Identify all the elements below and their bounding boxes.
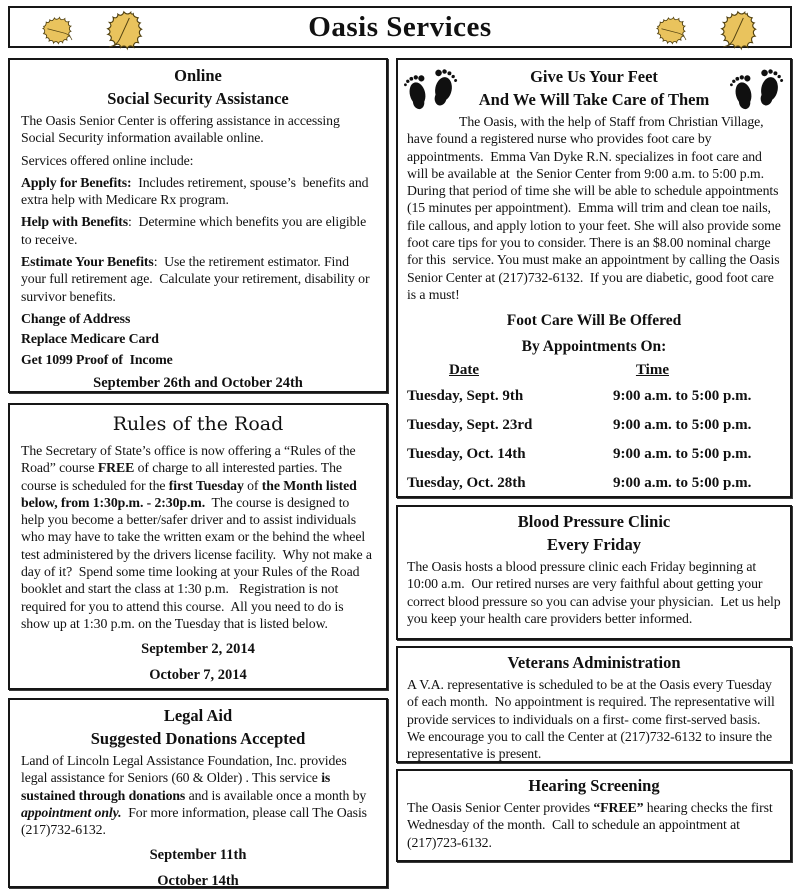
column-header-time: Time: [635, 362, 669, 379]
session-date: September 11th: [149, 847, 247, 864]
schedule-row: [407, 469, 781, 498]
paragraph: The Oasis Senior Center provides “FREE” hearing checks the first Wednesday of the month. Call to schedule an appointment at (217)723-6132.: [407, 800, 776, 850]
foot-care-header: [407, 63, 781, 110]
section-hearing-screening: [396, 769, 792, 862]
paragraph: Help with Benefits: Determine which benefits you are eligible to receive.: [21, 214, 370, 247]
schedule-date: Tuesday, Oct. 28th: [407, 475, 526, 492]
paragraph: Land of Lincoln Legal Assistance Foundation, Inc. provides legal assistance for Seniors (60 & Older) . This service is sustained through donations and is available once a month by appointment only. For more information, please call The Oasis (217)732-6132.: [21, 753, 371, 838]
paragraph: The Secretary of State’s office is now offering a “Rules of the Road” course FREE of charge to all interested parties. The course is scheduled for the first Tuesday of the Month listed below, from 1:30p.m. - 2:30p.m. The course is designed to help you become a better/safer driver and to assist individuals who may have to take the written exam or the behind the wheel test administered by the drivers license facility. Why not make a day of it? Spend some time looking at your Rules of the Road booklet and start the class at 1:30 p.m. Registration is not required for you to attend this course. All you need to do is show up at 1:30 p.m. on the Tuesday that is listed below.: [21, 443, 376, 631]
schedule-subtitle: By Appointments On:: [521, 338, 667, 356]
oak-leaf-icon: [649, 6, 694, 55]
session-dates: September 26th and October 24th: [93, 374, 303, 391]
schedule-header-row: [407, 362, 781, 379]
section-veterans-administration: [396, 646, 792, 763]
paragraph: Services offered online include:: [21, 152, 194, 168]
schedule-time: 9:00 a.m. to 5:00 p.m.: [613, 388, 752, 405]
section-subtitle: And We Will Take Care of Them: [478, 90, 710, 109]
section-title: Veterans Administration: [507, 653, 681, 672]
section-title: Hearing Screening: [528, 776, 660, 795]
schedule-time: 9:00 a.m. to 5:00 p.m.: [613, 446, 752, 463]
leaf-decoration-right: [646, 9, 764, 53]
schedule-row: [407, 382, 781, 411]
schedule-row: [407, 411, 781, 440]
footprints-icon: [729, 65, 785, 115]
section-title: Rules of the Road: [112, 413, 284, 435]
section-title: Blood Pressure Clinic: [517, 512, 671, 531]
footprints-icon: [403, 65, 459, 115]
paragraph: Get 1099 Proof of Income: [21, 351, 173, 367]
schedule-date: Tuesday, Sept. 23rd: [407, 417, 533, 434]
section-subtitle: Suggested Donations Accepted: [90, 729, 306, 748]
section-title: Give Us Your Feet: [530, 67, 658, 86]
section-rules-of-the-road: [8, 403, 388, 690]
left-column: [8, 58, 388, 888]
section-title: Legal Aid: [163, 706, 233, 725]
paragraph: Replace Medicare Card: [21, 331, 159, 347]
schedule-time: 9:00 a.m. to 5:00 p.m.: [613, 475, 752, 492]
schedule-title: Foot Care Will Be Offered: [506, 312, 682, 330]
section-online-social-security: [8, 58, 388, 393]
paragraph: Estimate Your Benefits: Use the retirement estimator. Find your full retirement age. Calculate your retirement, disability or survivor benefits.: [21, 254, 373, 304]
schedule-row: [407, 440, 781, 469]
section-foot-care: [396, 58, 792, 498]
oak-leaf-icon: [35, 6, 80, 55]
section-blood-pressure-clinic: [396, 505, 792, 640]
column-header-date: Date: [449, 362, 479, 379]
schedule-time: 9:00 a.m. to 5:00 p.m.: [613, 417, 752, 434]
leaf-decoration-left: [32, 9, 150, 53]
page-header: [8, 6, 792, 48]
right-column: [396, 58, 792, 862]
session-date: October 14th: [157, 873, 239, 888]
paragraph: The Oasis Senior Center is offering assistance in accessing Social Security information available online.: [21, 113, 344, 146]
page-title: Oasis Services: [308, 10, 492, 43]
paragraph: The Oasis, with the help of Staff from Christian Village, have found a registered nurse who provides foot care by appointments. Emma Van Dyke R.N. specializes in foot care and will be available at the Senior Center from 9:00 a.m. to 5:00 p.m. During that period of time she will be able to schedule appointments (15 minutes per appointment). Emma will trim and clean toe nails, file callous, and apply lotion to your feet. She will also provide some foot care tips for you to consider. There is an $8.00 nominal charge for this service. You must make an appointment by calling the Oasis Senior Center at (217)732-6132. If you are diabetic, good foot care is a must!: [407, 114, 785, 302]
section-legal-aid: [8, 698, 388, 888]
paragraph: Apply for Benefits: Includes retirement, spouse’s benefits and extra help with Medicare Rx program.: [21, 174, 372, 208]
paragraph: The Oasis hosts a blood pressure clinic each Friday beginning at 10:00 a.m. Our retired nurses are very faithful about getting your correct blood pressure so you can advise your physician. Let us help you keep your health care providers better informed.: [407, 559, 784, 626]
schedule-date: Tuesday, Sept. 9th: [407, 388, 524, 405]
section-title: Online: [174, 66, 222, 85]
section-subtitle: Social Security Assistance: [107, 89, 289, 108]
oak-leaf-icon: [90, 0, 158, 63]
paragraph: A V.A. representative is scheduled to be at the Oasis every Tuesday of each month. No appointment is required. The representative will provide services to individuals on a first- come first-served basis. We encourage you to call the Center at (217)732-6132 to insure the representative is present.: [407, 677, 779, 762]
paragraph: Change of Address: [21, 310, 131, 326]
section-subtitle: Every Friday: [547, 535, 641, 554]
oak-leaf-icon: [704, 0, 772, 63]
session-date: September 2, 2014: [141, 641, 255, 658]
schedule-date: Tuesday, Oct. 14th: [407, 446, 526, 463]
session-date: October 7, 2014: [149, 667, 247, 684]
